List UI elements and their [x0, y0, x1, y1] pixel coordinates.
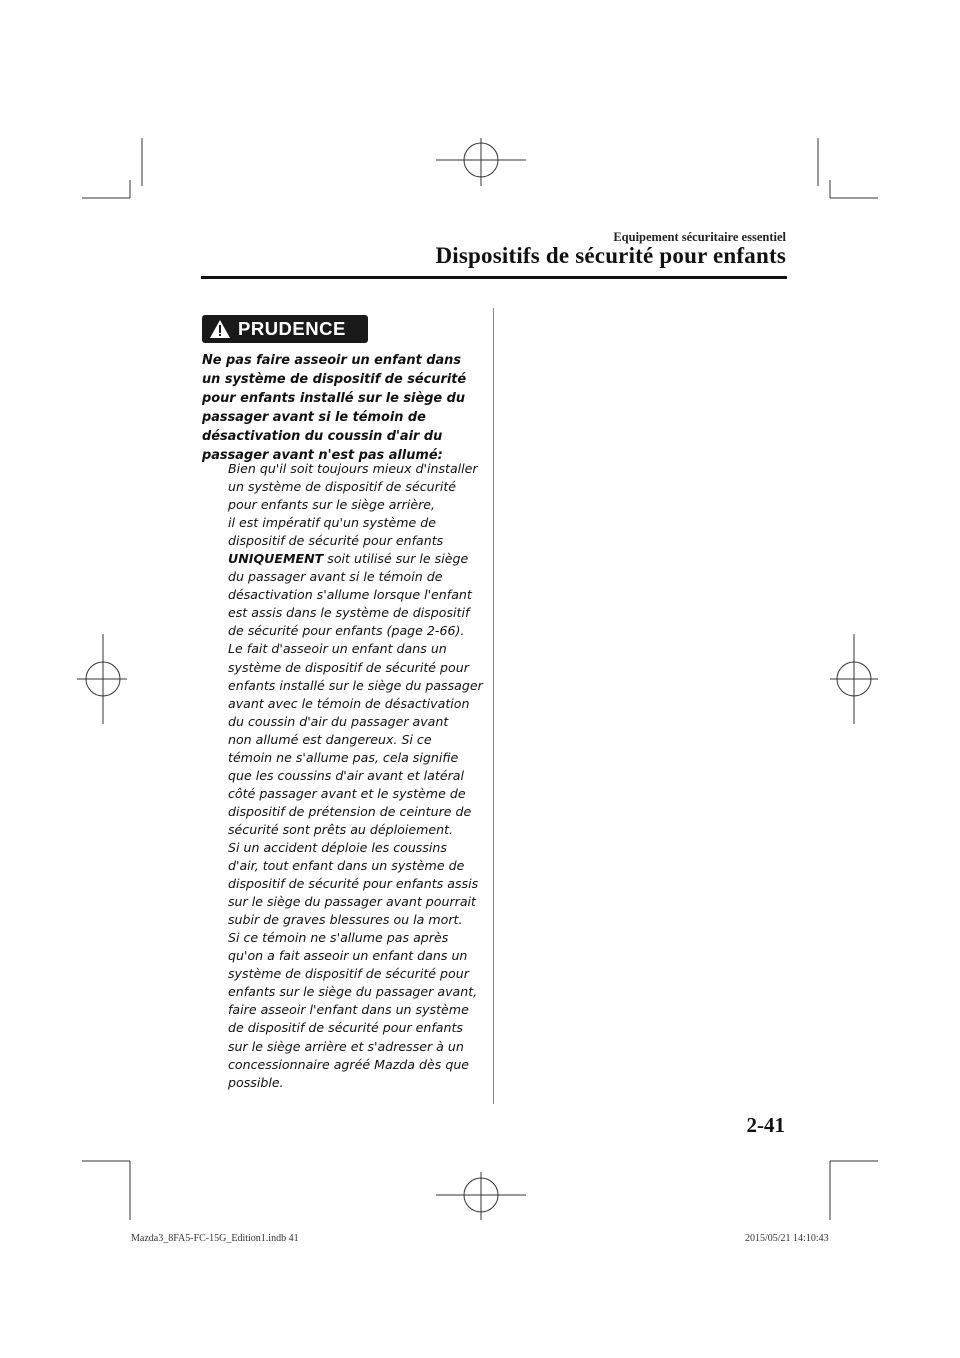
body-line: qu'on a fait asseoir un enfant dans un [228, 948, 468, 964]
body-line: dispositif de prétension de ceinture de [228, 803, 472, 819]
caution-heading: Ne pas faire asseoir un enfant dans un système de dispositif de sécurité pour enfants installé sur le siège du passager avant si le témoin de désactivation du coussin d'air du passager avant n'est pas allumé: [202, 353, 467, 463]
body-line: est assis dans le système de dispositif [228, 605, 470, 621]
body-line: subir de graves blessures ou la mort. [228, 912, 463, 928]
header-divider [201, 276, 787, 279]
body-line: pour enfants sur le siège arrière, [228, 497, 436, 513]
body-line: Si un accident déploie les coussins [228, 839, 447, 855]
caution-badge [202, 315, 368, 343]
body-line: dispositif de sécurité pour enfants [228, 533, 444, 549]
body-line: de sécurité pour enfants (page 2-66). [228, 623, 465, 639]
caution-label: PRUDENCE [238, 318, 346, 339]
body-line: côté passager avant et le système de [228, 785, 466, 801]
body-line: Le fait d'asseoir un enfant dans un [228, 641, 447, 657]
body-line: que les coussins d'air avant et latéral [228, 767, 464, 783]
body-line: non allumé est dangereux. Si ce [228, 731, 432, 747]
body-line: sécurité sont prêts au déploiement. [228, 821, 454, 837]
body-line: concessionnaire agréé Mazda dès que [228, 1056, 470, 1072]
caution-body [228, 460, 486, 1092]
body-line: désactivation s'allume lorsque l'enfant [228, 587, 472, 603]
body-line: faire asseoir l'enfant dans un système [228, 1002, 469, 1018]
body-line: sur le siège arrière et s'adresser à un [228, 1038, 464, 1054]
body-line: enfants installé sur le siège du passager [228, 677, 483, 693]
body-line: il est impératif qu'un système de [228, 515, 436, 531]
column-divider [493, 308, 494, 1104]
body-line: Bien qu'il soit toujours mieux d'installer [228, 461, 478, 476]
footer-timestamp: 2015/05/21 14:10:43 [745, 1233, 829, 1244]
body-line: possible. [228, 1074, 284, 1090]
body-line: système de dispositif de sécurité pour [228, 659, 469, 675]
body-line: du coussin d'air du passager avant [228, 713, 449, 729]
body-line: avant avec le témoin de désactivation [228, 695, 470, 711]
body-line: témoin ne s'allume pas, cela signifie [228, 749, 459, 765]
warning-triangle-icon [202, 315, 238, 343]
page-title: Dispositifs de sécurité pour enfants [435, 243, 786, 268]
body-line: système de dispositif de sécurité pour [228, 966, 469, 982]
section-label: Equipement sécuritaire essentiel [613, 230, 786, 244]
body-line-rest: soit utilisé sur le siège [323, 551, 469, 567]
body-line: du passager avant si le témoin de [228, 569, 443, 585]
body-line: de dispositif de sécurité pour enfants [228, 1020, 463, 1036]
page-number: 2-41 [746, 1113, 785, 1137]
body-line: un système de dispositif de sécurité [228, 479, 457, 495]
body-line: Si ce témoin ne s'allume pas après [228, 930, 449, 946]
body-line: d'air, tout enfant dans un système de [228, 858, 465, 874]
emphasis-uniquement: UNIQUEMENT [228, 551, 324, 567]
body-line: dispositif de sécurité pour enfants assis [228, 876, 479, 892]
footer-file-name: Mazda3_8FA5-FC-15G_Edition1.indb 41 [131, 1233, 299, 1244]
body-line: enfants sur le siège du passager avant, [228, 984, 478, 1000]
body-line: sur le siège du passager avant pourrait [228, 894, 476, 910]
body-line-emphasis [228, 550, 486, 568]
